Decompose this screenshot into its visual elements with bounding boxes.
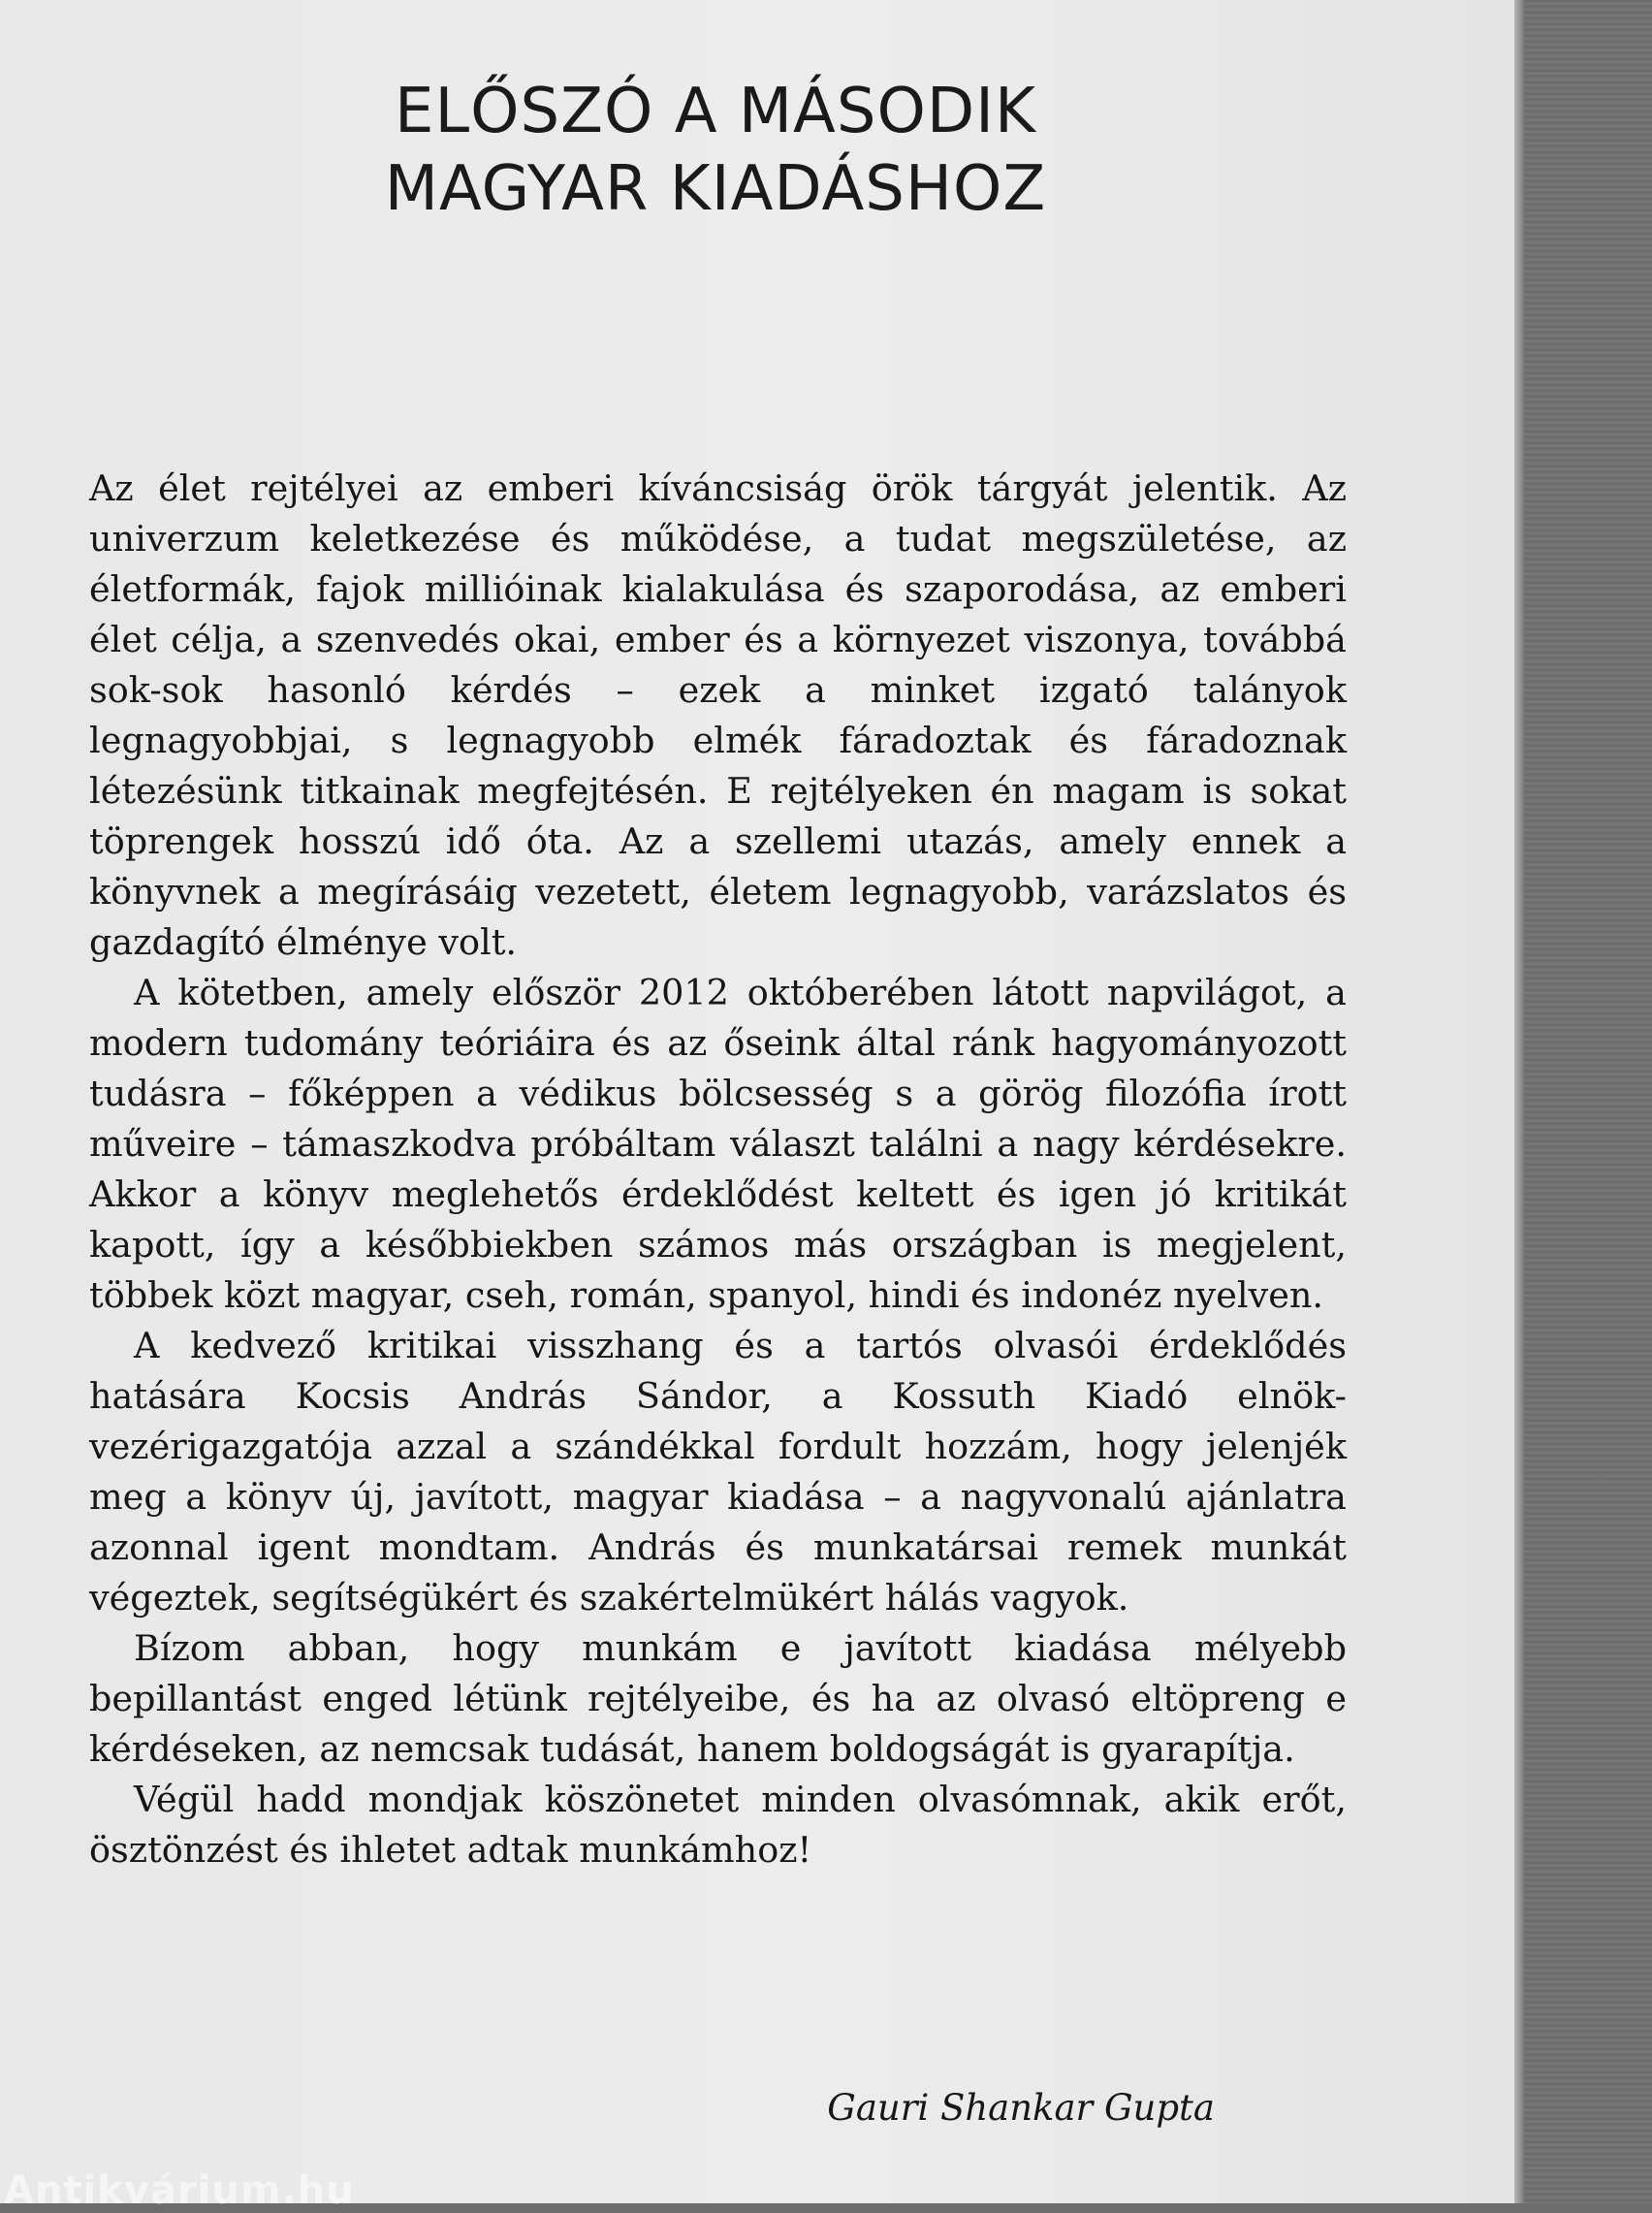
paragraph: A kedvező kritikai visszhang és a tartós olvasói érdeklődés hatására Kocsis András Sándor, a Kossuth Kiadó elnök-vezérigazgatója azzal a szándékkal fordult hozzám, hogy jelenjék meg a könyv új, javított, magyar kiadása – a nagyvonalú ajánlatra azonnal igent mondtam. András és munkatársai remek munkát végeztek, segítségükért és szakértelmükért hálás vagyok. — [89, 1325, 1347, 1619]
book-spine-edge — [1524, 0, 1652, 2203]
paragraph: A kötetben, amely először 2012 októberében látott napvilágot, a modern tudomány teóriáira és az őseink által ránk hagyományozott tudásra – főképpen a védikus bölcsesség s a görög filozófia írott műveire – támaszkodva próbáltam választ találni a nagy kérdésekre. Akkor a könyv meglehetős érdeklődést keltett és igen jó kritikát kapott, így a későbbiekben számos más országban is megjelent, többek közt magyar, cseh, román, spanyol, hindi és indonéz nyelven. — [89, 972, 1347, 1316]
author-signature: Gauri Shankar Gupta — [827, 2087, 1215, 2129]
paragraph: Végül hadd mondjak köszönetet minden olvasómnak, akik erőt, ösztönzést és ihletet adtak munkámhoz! — [89, 1779, 1347, 1871]
paragraph: Bízom abban, hogy munkám e javított kiadása mélyebb bepillantást enged létünk rejtélyeibe, és ha az olvasó eltöpreng e kérdéseken, az nemcsak tudását, hanem boldogságát is gyarapítja. — [89, 1627, 1347, 1770]
page-title-line-2: MAGYAR KIADÁSHOZ — [384, 153, 1047, 225]
page-title-line-1: ELŐSZÓ A MÁSODIK — [395, 76, 1036, 147]
page-edge-shadow — [1514, 0, 1524, 2203]
body-text — [89, 464, 1347, 1876]
paragraph: Az élet rejtélyei az emberi kíváncsiság örök tárgyát jelentik. Az univerzum keletkezése és működése, a tudat megszületése, az életformák, fajok millióinak kialakulása és szaporodása, az emberi élet célja, a szenvedés okai, ember és a környezet viszonya, továbbá sok-sok hasonló kérdés – ezek a minket izgató talányok legnagyobbjai, s legnagyobb elmék fáradoztak és fáradoznak létezésünk titkainak megfejtésén. E rejtélyeken én magam is sokat töprengek hosszú idő óta. Az a szellemi utazás, amely ennek a könyvnek a megírásáig vezetett, életem legnagyobb, varázslatos és gazdagító élménye volt. — [89, 467, 1347, 963]
watermark: Antikvárium.hu — [4, 2168, 355, 2213]
